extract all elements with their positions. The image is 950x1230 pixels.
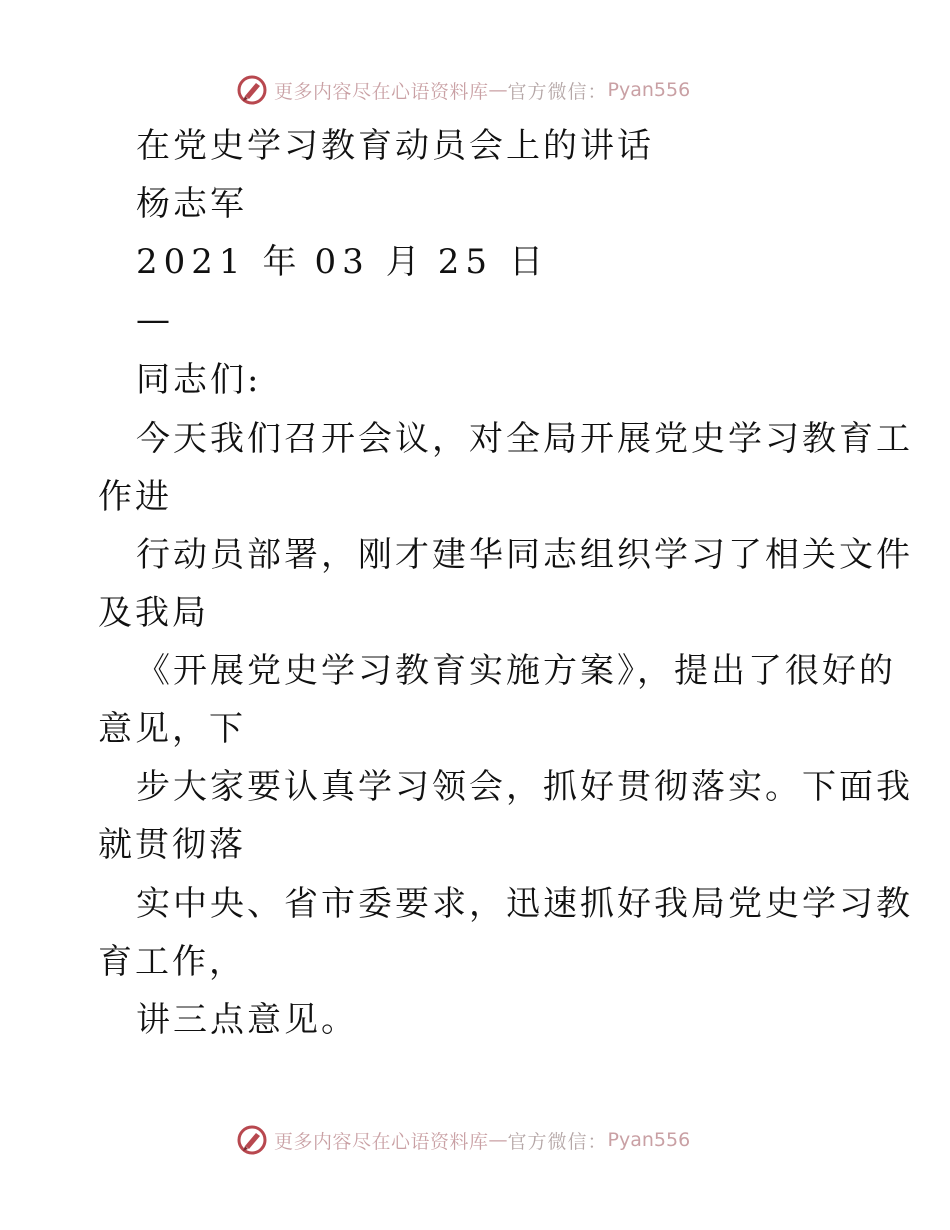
date-day: 25 [437, 242, 494, 282]
watermark-brand-text: 更多内容尽在心语资料库 [274, 1130, 489, 1153]
watermark-dash: — [488, 79, 508, 101]
paragraph-line: 意见，下 [98, 709, 246, 749]
watermark-wechat-id: Pyan556 [607, 1129, 691, 1151]
doc-date [136, 242, 545, 282]
watermark-label: 官方微信： [507, 1130, 608, 1153]
doc-greeting: 同志们: [136, 360, 262, 400]
date-year: 2021 [136, 242, 247, 282]
date-day-unit: 日 [509, 242, 546, 282]
paragraph-line: 讲三点意见。 [136, 1000, 358, 1040]
paragraph-line: 今天我们召开会议，对全局开展党史学习教育工 [136, 419, 913, 459]
date-year-unit: 年 [262, 242, 299, 282]
paragraph-line: 就贯彻落 [98, 825, 246, 865]
date-month-unit: 月 [385, 242, 422, 282]
watermark-header [236, 72, 690, 108]
paragraph-line: 及我局 [98, 593, 209, 633]
watermark-brand-text: 更多内容尽在心语资料库 [274, 80, 489, 103]
doc-title: 在党史学习教育动员会上的讲话 [136, 126, 654, 166]
paragraph-line: 步大家要认真学习领会，抓好贯彻落实。下面我 [136, 767, 913, 807]
watermark-footer [236, 1122, 690, 1158]
doc-author: 杨志军 [136, 184, 247, 224]
watermark-dash: — [488, 1129, 508, 1151]
watermark-wechat-id: Pyan556 [607, 79, 691, 101]
paragraph-line: 《开展党史学习教育实施方案》，提出了很好的 [136, 651, 896, 691]
pen-logo-icon [236, 1124, 268, 1156]
doc-separator: — [136, 300, 173, 340]
paragraph-line: 育工作， [98, 942, 246, 982]
date-month: 03 [314, 242, 370, 282]
watermark-label: 官方微信： [507, 80, 608, 103]
paragraph-line: 作进 [98, 477, 172, 517]
paragraph-line: 行动员部署，刚才建华同志组织学习了相关文件 [136, 535, 913, 575]
paragraph-line: 实中央、省市委要求，迅速抓好我局党史学习教 [136, 884, 913, 924]
pen-logo-icon [236, 74, 268, 106]
